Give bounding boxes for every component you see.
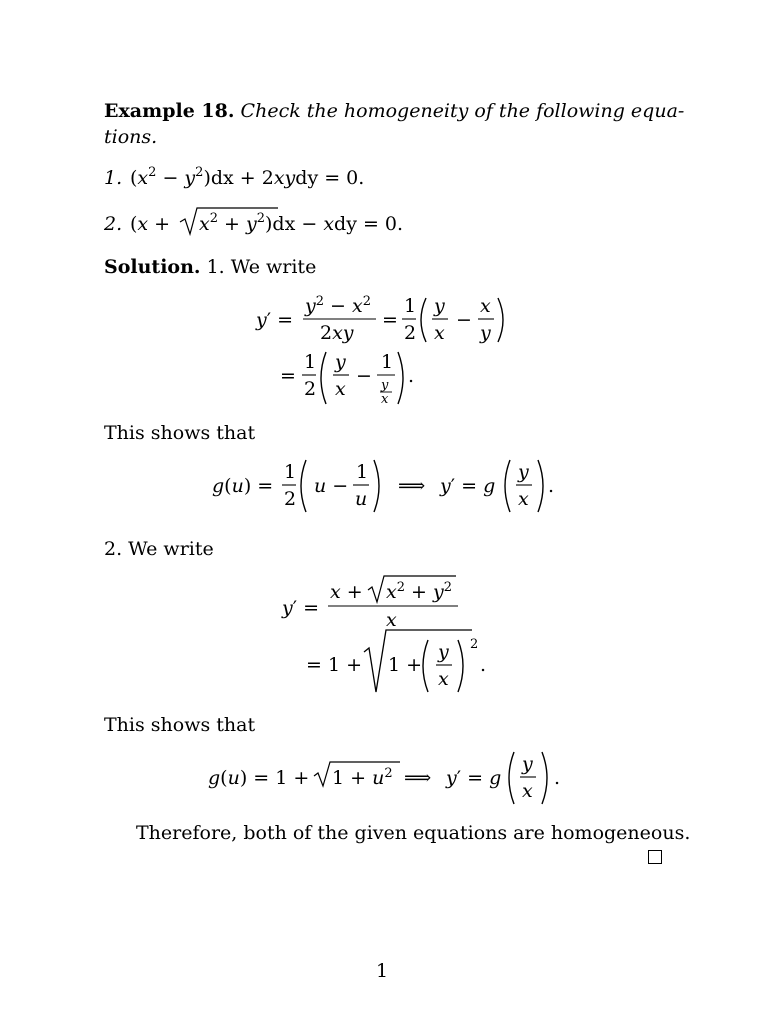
svg-text:u: u xyxy=(355,488,368,510)
part1-derivation xyxy=(250,286,520,410)
example-statement-line2: tions. xyxy=(104,126,158,148)
svg-text:y: y xyxy=(335,351,346,373)
svg-text:2.: 2. xyxy=(104,213,123,235)
svg-text:(x +: (x + xyxy=(130,213,171,235)
example-statement xyxy=(104,98,684,124)
svg-text:x: x xyxy=(335,378,346,400)
svg-text:⟹: ⟹ xyxy=(398,475,426,497)
svg-text:x: x xyxy=(438,668,449,690)
part2-intro: 2. We write xyxy=(104,538,214,560)
svg-text:1 +: 1 + xyxy=(388,654,423,676)
svg-text:.: . xyxy=(408,365,415,387)
part2-result xyxy=(204,748,574,810)
example-statement-line1: Check the homogeneity of the following equa- xyxy=(240,100,685,122)
svg-text:1: 1 xyxy=(404,295,417,317)
qed-square-icon xyxy=(648,850,662,864)
svg-text:.: . xyxy=(554,767,561,789)
svg-text:2: 2 xyxy=(284,488,297,510)
svg-text:x: x xyxy=(386,609,397,631)
svg-text:y: y xyxy=(438,641,449,663)
part1-result xyxy=(208,452,568,520)
svg-text:= 1 +: = 1 + xyxy=(306,654,363,676)
equation-1 xyxy=(100,160,420,196)
svg-text:1: 1 xyxy=(381,351,394,373)
svg-text:1 + u2: $1 + u^2$ xyxy=(332,766,393,789)
svg-text:y: y xyxy=(522,753,533,775)
svg-text:x: x xyxy=(480,295,491,317)
page-number: 1 xyxy=(376,960,389,982)
svg-text:u −: u − xyxy=(314,475,349,497)
part2-derivation xyxy=(276,570,506,700)
svg-text:=: = xyxy=(280,365,296,387)
equation-2 xyxy=(100,202,440,242)
svg-text:x: x xyxy=(381,392,389,407)
svg-text:1: 1 xyxy=(284,461,297,483)
svg-text:x2 + y2: $x^2 + y^2$ xyxy=(386,580,453,603)
example-heading: Example 18. xyxy=(104,100,235,122)
svg-text:1: 1 xyxy=(304,351,317,373)
svg-text:=: = xyxy=(382,309,398,331)
svg-text:y: y xyxy=(381,378,389,393)
svg-text:y′ =: y′ = xyxy=(282,597,320,619)
svg-text:y′ =: y′ = xyxy=(256,309,294,331)
svg-text:x: x xyxy=(434,322,445,344)
svg-text:y′ = g: y′ = g xyxy=(446,767,502,789)
svg-text:y2 − x2: $y^2 - x^2$ xyxy=(305,294,372,317)
svg-text:−: − xyxy=(356,365,372,387)
conclusion: Therefore, both of the given equations are homogeneous. xyxy=(136,822,691,844)
svg-text:1.: 1. xyxy=(104,167,123,189)
svg-text:2: 2 xyxy=(304,378,317,400)
part1-intro: 1. We write xyxy=(206,256,317,278)
svg-text:g(u) =: g(u) = xyxy=(212,475,274,497)
shows-that-2: This shows that xyxy=(104,714,256,736)
svg-text:2: 2 xyxy=(404,322,417,344)
svg-text:x2 + y2)dx − xdy = 0.: $x^2 + y^2)dx$ − xdy = 0. xyxy=(199,211,404,235)
svg-text:⟹: ⟹ xyxy=(404,767,432,789)
svg-text:−: − xyxy=(456,309,472,331)
svg-text:y: y xyxy=(480,322,491,344)
shows-that-1: This shows that xyxy=(104,422,256,444)
svg-text:1: 1 xyxy=(356,461,369,483)
svg-text:g(u) = 1 +: g(u) = 1 + xyxy=(208,767,310,789)
solution-heading: Solution. xyxy=(104,256,201,278)
svg-text:x: x xyxy=(518,488,529,510)
svg-text:x +: x + xyxy=(330,581,363,603)
svg-text:(x2 − y2)dx + 2xydy = 0.: $(x^2 - y^2)dx$ + 2xydy = 0. xyxy=(130,165,365,189)
svg-text:x: x xyxy=(522,780,533,802)
svg-text:y′ = g: y′ = g xyxy=(440,475,496,497)
svg-text:2xy: 2xy xyxy=(320,322,354,344)
solution-heading-line xyxy=(104,254,316,280)
svg-text:y: y xyxy=(518,461,529,483)
svg-text:.: . xyxy=(480,654,487,676)
svg-text:y: y xyxy=(434,295,445,317)
svg-text:.: . xyxy=(548,475,555,497)
svg-text:2: 2 xyxy=(470,637,479,652)
